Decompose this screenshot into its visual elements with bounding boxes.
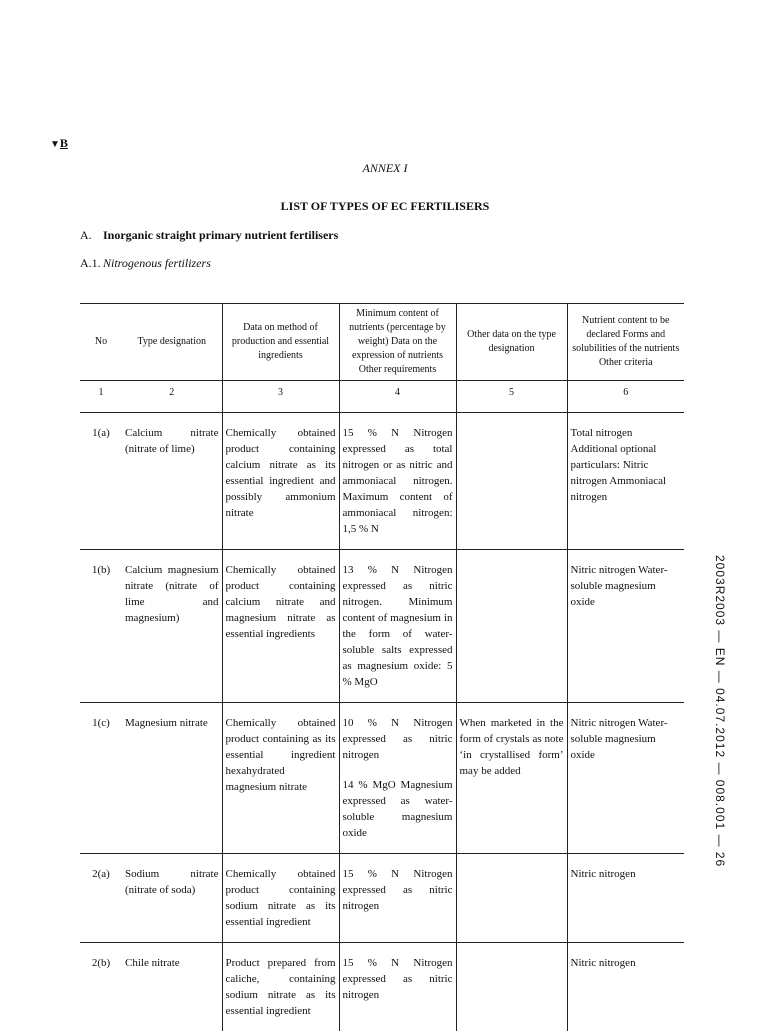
column-number-row — [80, 381, 684, 413]
method-cell: Chemically obtained product containing calcium nitrate and magnesium nitrate as essential ingredients — [222, 550, 339, 703]
column-number: 2 — [122, 381, 222, 413]
document-reference-sidebar — [709, 555, 731, 900]
content-part: 15 % N Nitrogen expressed as nitric nitrogen — [343, 866, 453, 914]
header-method: Data on method of production and essential ingredients — [222, 304, 339, 381]
other-data-cell — [456, 413, 567, 550]
annex-heading: ANNEX I — [0, 160, 770, 176]
method-cell: Product prepared from caliche, containing sodium nitrate as its essential ingredient — [222, 943, 339, 1031]
method-cell: Chemically obtained product containing calcium nitrate as its essential ingredient and possibly ammonium nitrate — [222, 413, 339, 550]
table-row — [80, 854, 684, 943]
row-number: 1(a) — [80, 413, 122, 550]
amendment-letter: B — [60, 136, 68, 150]
row-number: 2(b) — [80, 943, 122, 1031]
row-number: 1(c) — [80, 703, 122, 854]
section-a-text: Inorganic straight primary nutrient fertilisers — [103, 228, 338, 242]
amendment-marker — [50, 135, 68, 153]
declared-cell: Total nitrogen Additional optional particulars: Nitric nitrogen Ammoniacal nitrogen — [567, 413, 684, 550]
document-reference-text: 2003R2003 — EN — 04.07.2012 — 008.001 — 26 — [709, 555, 731, 900]
content-cell — [339, 854, 456, 943]
header-other-data: Other data on the type designation — [456, 304, 567, 381]
table-row — [80, 703, 684, 854]
table-header-row — [80, 304, 684, 381]
type-designation-cell: Calcium nitrate (nitrate of lime) — [122, 413, 222, 550]
content-cell — [339, 943, 456, 1031]
section-a1-heading — [80, 255, 211, 271]
content-part: 14 % MgO Magnesium expressed as water-soluble magnesium oxide — [343, 777, 453, 841]
table-row — [80, 413, 684, 550]
column-number: 6 — [567, 381, 684, 413]
column-number: 5 — [456, 381, 567, 413]
table-row — [80, 943, 684, 1031]
header-minimum-content: Minimum content of nutrients (percentage by weight) Data on the expression of nutrients Other requirements — [339, 304, 456, 381]
content-part: 15 % N Nitrogen expressed as total nitrogen or as nitric and ammoniacal nitrogen. Maximum content of ammoniacal nitrogen: 1,5 % N — [343, 425, 453, 537]
column-number: 4 — [339, 381, 456, 413]
section-a-number: A. — [80, 227, 103, 243]
type-designation-cell: Magnesium nitrate — [122, 703, 222, 854]
content-part: 13 % N Nitrogen expressed as nitric nitrogen. Minimum content of magnesium in the form of water-soluble salts expressed as magnesium oxide: 5 % MgO — [343, 562, 453, 690]
header-no: No — [80, 304, 122, 381]
content-cell — [339, 413, 456, 550]
declared-cell: Nitric nitrogen Water-soluble magnesium oxide — [567, 550, 684, 703]
other-data-cell — [456, 943, 567, 1031]
section-a1-text: Nitrogenous fertilizers — [103, 256, 211, 270]
section-a-heading — [80, 227, 338, 243]
header-type-designation: Type designation — [122, 304, 222, 381]
type-designation-cell: Calcium magnesium nitrate (nitrate of lime and magnesium) — [122, 550, 222, 703]
content-part: 15 % N Nitrogen expressed as nitric nitrogen — [343, 955, 453, 1003]
other-data-cell: When marketed in the form of crystals as note ‘in crystallised form’ may be added — [456, 703, 567, 854]
content-cell — [339, 703, 456, 854]
column-number: 1 — [80, 381, 122, 413]
table-row — [80, 550, 684, 703]
row-number: 1(b) — [80, 550, 122, 703]
type-designation-cell: Chile nitrate — [122, 943, 222, 1031]
method-cell: Chemically obtained product containing sodium nitrate as its essential ingredient — [222, 854, 339, 943]
declared-cell: Nitric nitrogen — [567, 943, 684, 1031]
content-part: 10 % N Nitrogen expressed as nitric nitrogen — [343, 715, 453, 763]
section-a1-number: A.1. — [80, 255, 103, 271]
triangle-down-icon: ▼ — [50, 139, 60, 150]
declared-cell: Nitric nitrogen — [567, 854, 684, 943]
row-number: 2(a) — [80, 854, 122, 943]
method-cell: Chemically obtained product containing as its essential ingredient hexahydrated magnesium nitrate — [222, 703, 339, 854]
other-data-cell — [456, 550, 567, 703]
content-cell — [339, 550, 456, 703]
document-title: LIST OF TYPES OF EC FERTILISERS — [0, 198, 770, 214]
type-designation-cell: Sodium nitrate (nitrate of soda) — [122, 854, 222, 943]
fertiliser-types-table — [80, 303, 684, 1031]
declared-cell: Nitric nitrogen Water-soluble magnesium oxide — [567, 703, 684, 854]
other-data-cell — [456, 854, 567, 943]
header-nutrient-declared: Nutrient content to be declared Forms and solubilities of the nutrients Other criteria — [567, 304, 684, 381]
column-number: 3 — [222, 381, 339, 413]
